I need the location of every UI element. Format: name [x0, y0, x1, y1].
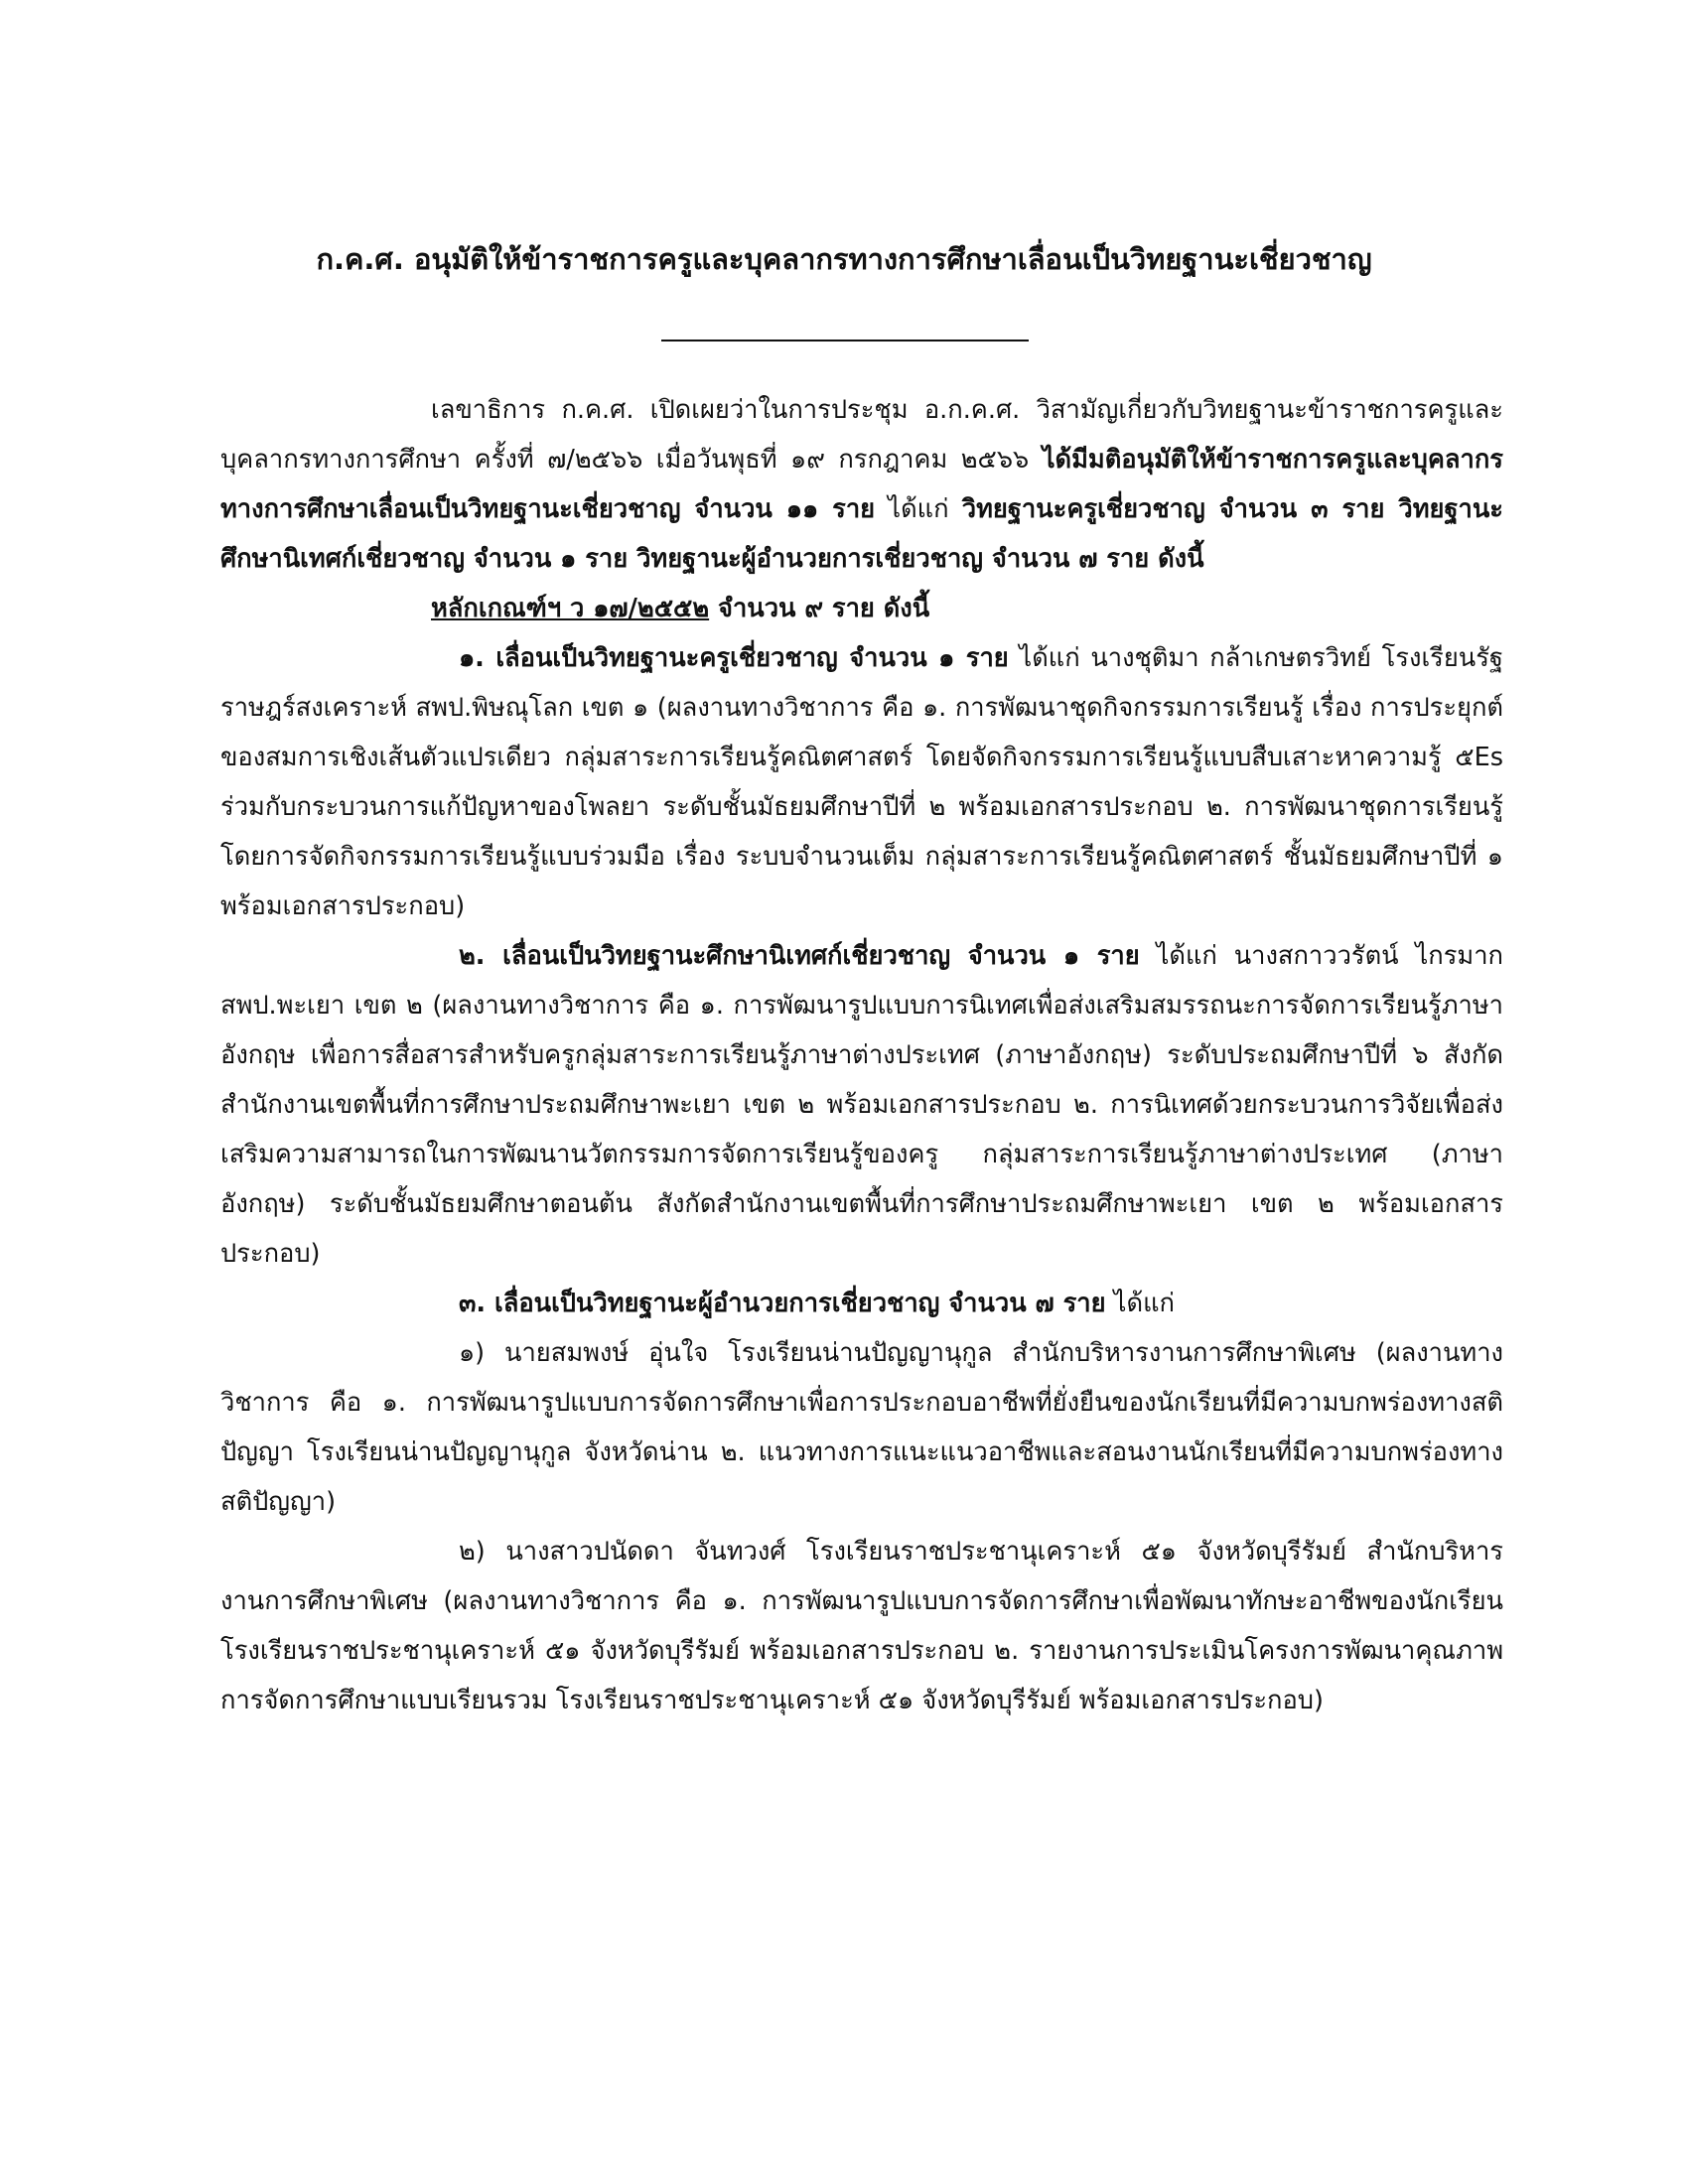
item-1-text: ได้แก่ นางชุติมา กล้าเกษตรวิทย์ โรงเรียนรัฐราษฎร์สงเคราะห์ สพป.พิษณุโลก เขต ๑ (ผลงานทางวิชาการ คือ ๑. การพัฒนาชุดกิจกรรมการเรียนรู้ เรื่อง การประยุกต์ของสมการเชิงเส้นตัวแปรเดียว กลุ่มสาระการเรียนรู้คณิตศาสตร์ โดยจัดกิจกรรมการเรียนรู้แบบสืบเสาะหาความรู้ ๕Es ร่วมกับกระบวนการแก้ปัญหาของโพลยา ระดับชั้นมัธยมศึกษาปีที่ ๒ พร้อมเอกสารประกอบ ๒. การพัฒนาชุดการเรียนรู้โดยการจัดกิจกรรมการเรียนรู้แบบร่วมมือ เรื่อง ระบบจำนวนเต็ม กลุ่มสาระการเรียนรู้คณิตศาสตร์ ชั้นมัธยมศึกษาปีที่ ๑ พร้อมเอกสารประกอบ) — [220, 643, 1504, 921]
criteria-rest: จำนวน ๙ ราย ดังนี้ — [709, 594, 930, 623]
intro-paragraph — [220, 385, 1503, 584]
intro-bold-2: วิทยฐานะครูเชี่ยวชาญ จำนวน ๓ ราย วิทยฐานะศึกษานิเทศก์เชี่ยวชาญ จำนวน ๑ ราย วิทยฐานะผู้อำนวยการเชี่ยวชาญ จำนวน ๗ ราย ดังนี้ — [220, 494, 1503, 574]
item-2-paragraph — [220, 931, 1503, 1279]
page-title: ก.ค.ศ. อนุมัติให้ข้าราชการครูและบุคลากรทางการศึกษาเลื่อนเป็นวิทยฐานะเชี่ยวชาญ — [316, 242, 1372, 276]
item-1-heading: ๑. เลื่อนเป็นวิทยฐานะครูเชี่ยวชาญ จำนวน ๑ ราย — [459, 643, 1009, 673]
title-divider — [661, 340, 1029, 341]
criteria-underlined: หลักเกณฑ์ฯ ว ๑๗/๒๕๕๒ — [431, 594, 710, 623]
item-3-heading: ๓. เลื่อนเป็นวิทยฐานะผู้อำนวยการเชี่ยวชาญ จำนวน ๗ ราย — [459, 1289, 1106, 1318]
intro-text-2: ได้แก่ — [875, 494, 962, 524]
item-2-heading: ๒. เลื่อนเป็นวิทยฐานะศึกษานิเทศก์เชี่ยวชาญ จำนวน ๑ ราย — [459, 941, 1140, 971]
item-3-paragraph — [220, 1279, 1503, 1328]
intro-bold-1: ได้มีมติอนุมัติให้ข้าราชการครูและบุคลากรทางการศึกษาเลื่อนเป็นวิทยฐานะเชี่ยวชาญ จำนวน ๑๑ ราย — [220, 445, 1503, 524]
item-3-sub-2: ๒) นางสาวปนัดดา จันทวงศ์ โรงเรียนราชประชานุเคราะห์ ๕๑ จังหวัดบุรีรัมย์ สำนักบริหารงานการศึกษาพิเศษ (ผลงานทางวิชาการ คือ ๑. การพัฒนารูปแบบการจัดการศึกษาเพื่อพัฒนาทักษะอาชีพของนักเรียนโรงเรียนราชประชานุเคราะห์ ๕๑ จังหวัดบุรีรัมย์ พร้อมเอกสารประกอบ ๒. รายงานการประเมินโครงการพัฒนาคุณภาพการจัดการศึกษาแบบเรียนรวม โรงเรียนราชประชานุเคราะห์ ๕๑ จังหวัดบุรีรัมย์ พร้อมเอกสารประกอบ) — [220, 1537, 1503, 1715]
criteria-heading — [220, 584, 1503, 633]
item-3-text: ได้แก่ — [1105, 1289, 1175, 1318]
intro-text-1: เลขาธิการ ก.ค.ศ. เปิดเผยว่าในการประชุม อ.ก.ค.ศ. วิสามัญเกี่ยวกับวิทยฐานะข้าราชการครูและบุคลากรทางการศึกษา ครั้งที่ ๗/๒๕๖๖ เมื่อวันพุธที่ ๑๙ กรกฎาคม ๒๕๖๖ — [220, 395, 1503, 475]
document-body — [220, 385, 1503, 1725]
item-1-paragraph — [220, 633, 1503, 931]
item-2-text: ได้แก่ นางสกาววรัตน์ ไกรมาก สพป.พะเยา เขต ๒ (ผลงานทางวิชาการ คือ ๑. การพัฒนารูปแบบการนิเทศเพื่อส่งเสริมสมรรถนะการจัดการเรียนรู้ภาษาอังกฤษ เพื่อการสื่อสารสำหรับครูกลุ่มสาระการเรียนรู้ภาษาต่างประเทศ (ภาษาอังกฤษ) ระดับประถมศึกษาปีที่ ๖ สังกัดสำนักงานเขตพื้นที่การศึกษาประถมศึกษาพะเยา เขต ๒ พร้อมเอกสารประกอบ ๒. การนิเทศด้วยกระบวนการวิจัยเพื่อส่งเสริมความสามารถในการพัฒนานวัตกรรมการจัดการเรียนรู้ของครู กลุ่มสาระการเรียนรู้ภาษาต่างประเทศ (ภาษาอังกฤษ) ระดับชั้นมัธยมศึกษาตอนต้น สังกัดสำนักงานเขตพื้นที่การศึกษาประถมศึกษาพะเยา เขต ๒ พร้อมเอกสารประกอบ) — [220, 941, 1503, 1269]
item-3-sub-1: ๑) นายสมพงษ์ อุ่นใจ โรงเรียนน่านปัญญานุกูล สำนักบริหารงานการศึกษาพิเศษ (ผลงานทางวิชาการ คือ ๑. การพัฒนารูปแบบการจัดการศึกษาเพื่อการประกอบอาชีพที่ยั่งยืนของนักเรียนที่มีความบกพร่องทางสติปัญญา โรงเรียนน่านปัญญานุกูล จังหวัดน่าน ๒. แนวทางการแนะแนวอาชีพและสอนงานนักเรียนที่มีความบกพร่องทางสติปัญญา) — [220, 1338, 1503, 1517]
